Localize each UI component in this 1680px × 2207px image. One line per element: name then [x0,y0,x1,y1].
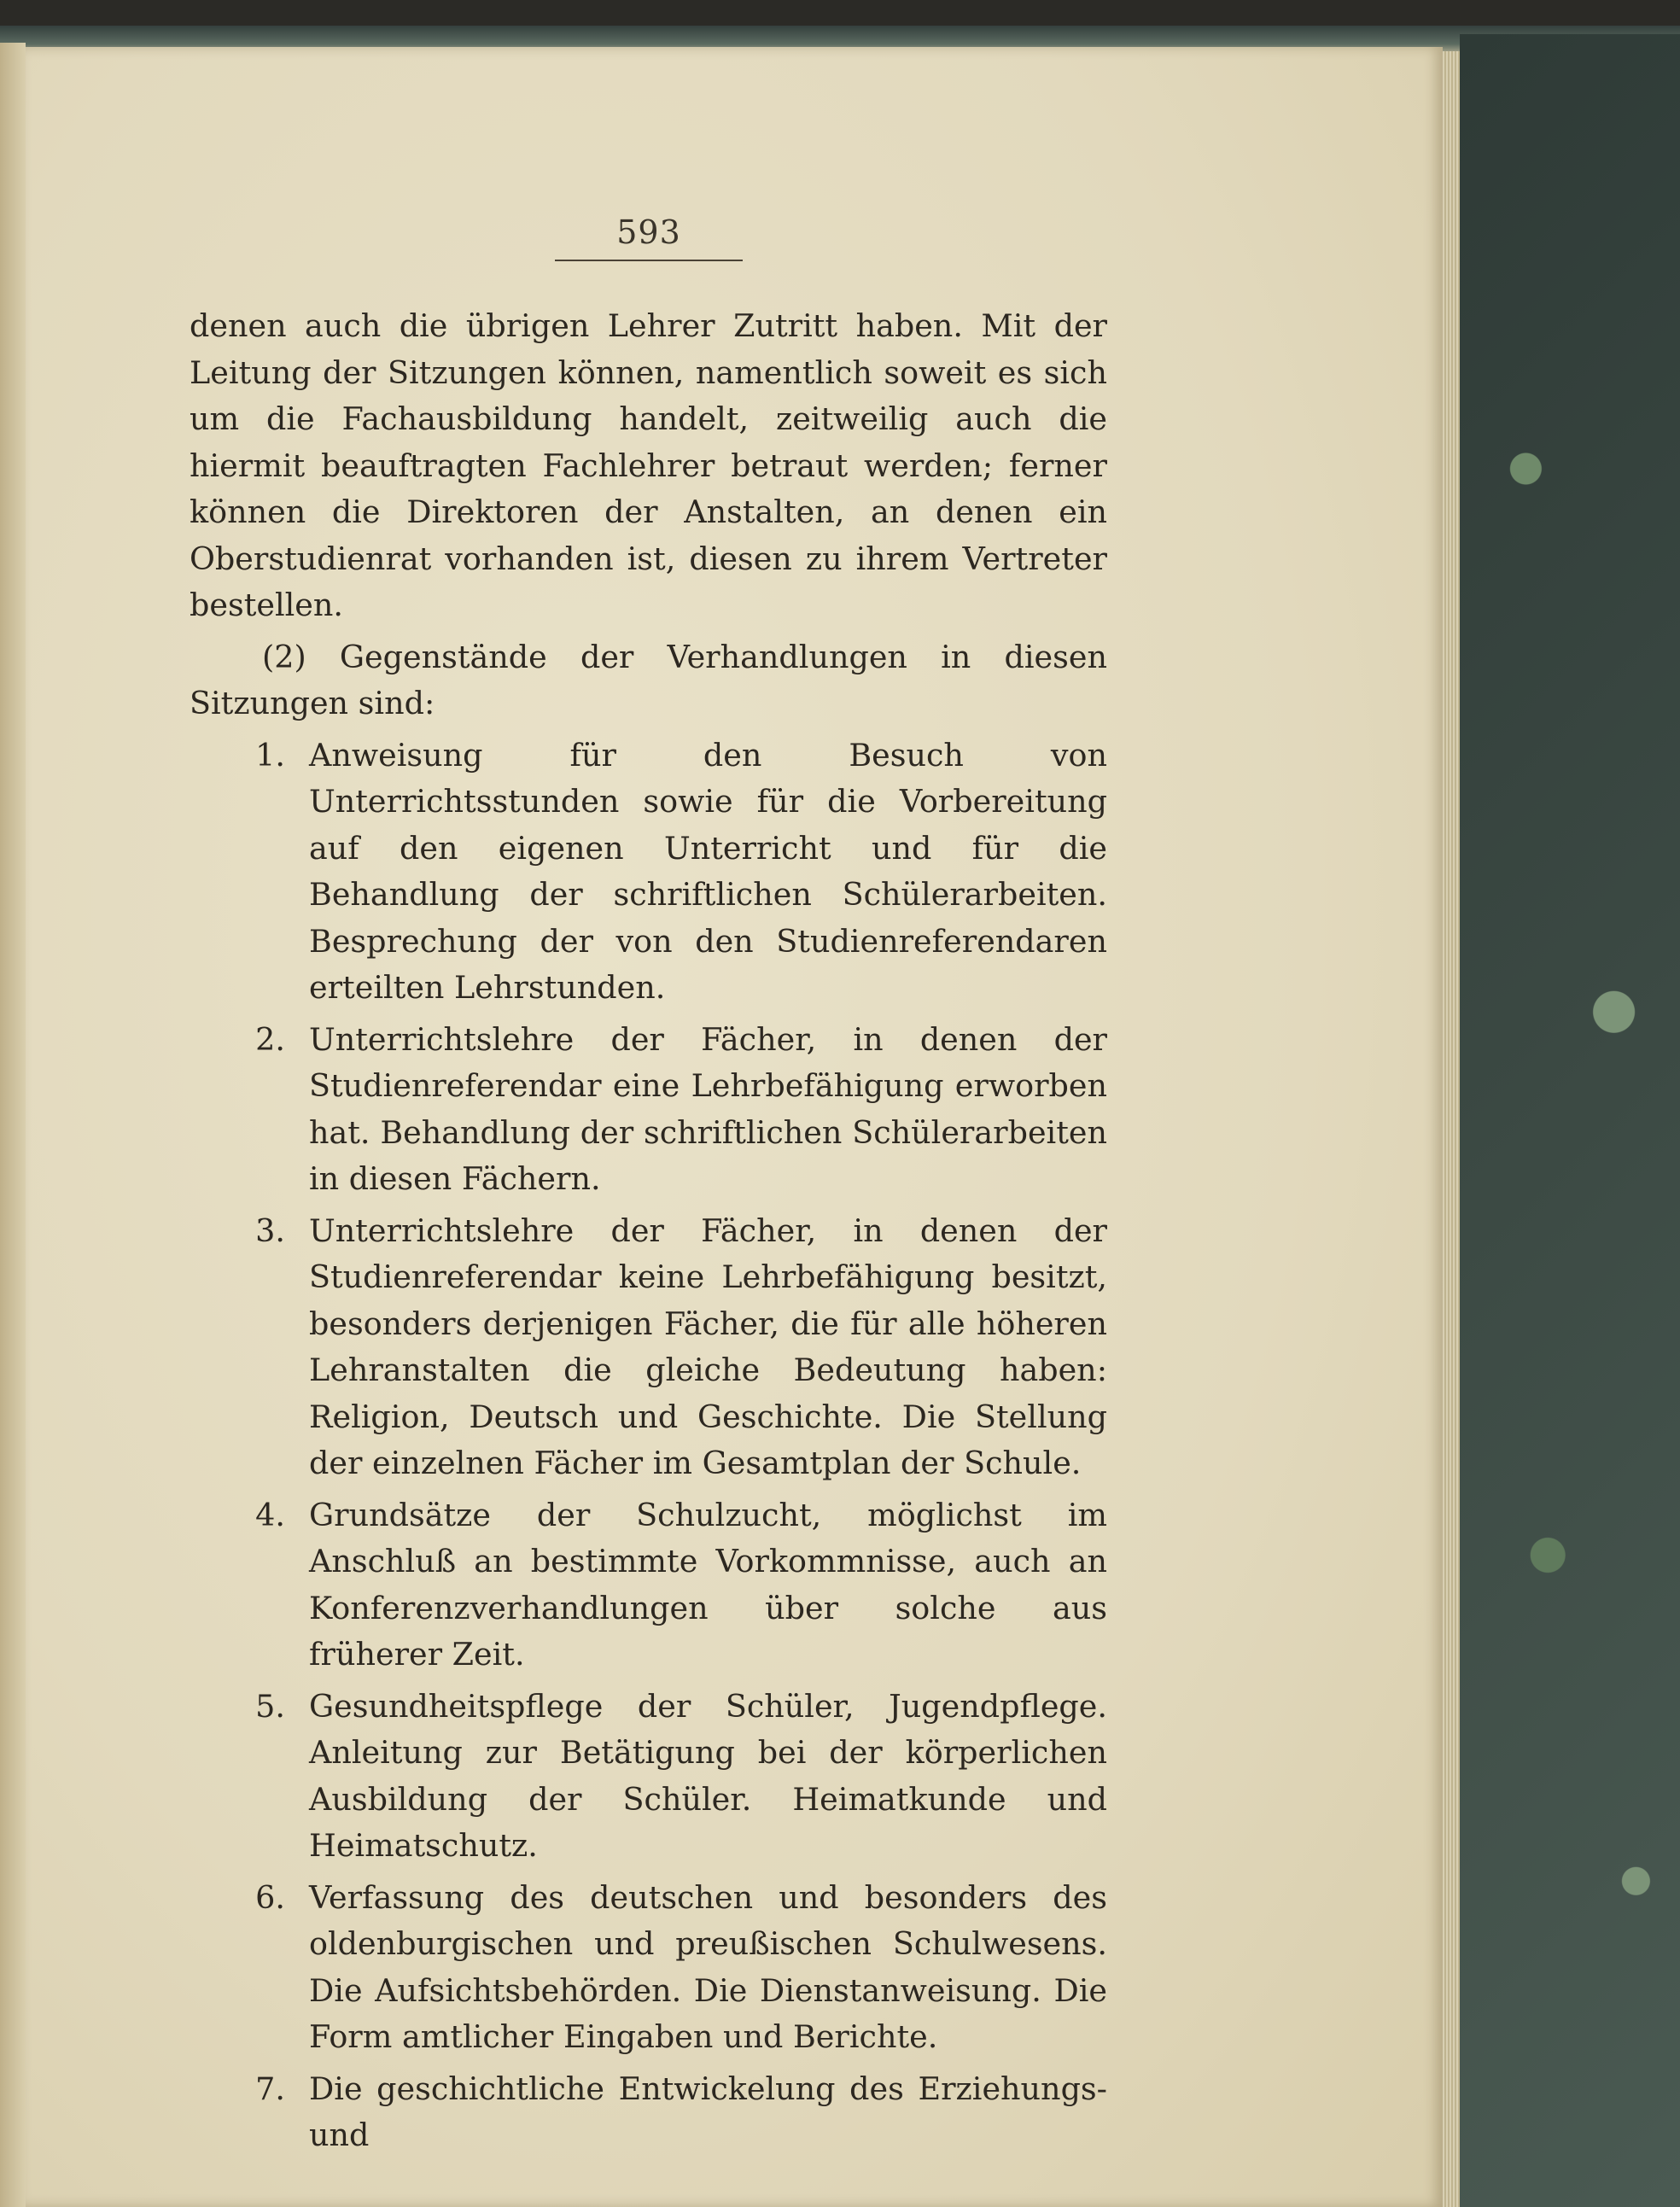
item-text: Anweisung für den Besuch von Unterrichtsstunden sowie für die Vorbereitung auf den eigenen Unterricht und für die Behandlung der schriftlichen Schülerarbeiten. Besprechung der von den Studienreferendaren erteilten Lehrstunden. [309,736,1107,1006]
item-text: Verfassung des deutschen und besonders des oldenburgischen und preußischen Schulwesens. Die Aufsichtsbehörden. Die Dienstanweisung. Die Form amtlicher Eingaben und Berichte. [309,1878,1107,2055]
item-number: 5. [255,1687,285,1725]
item-text: Gesundheitspflege der Schüler, Jugendpflege. Anleitung zur Betätigung bei der körperlichen Ausbildung der Schüler. Heimatkunde und Heimatschutz. [309,1687,1107,1864]
opening-paragraph: denen auch die übrigen Lehrer Zutritt haben. Mit der Leitung der Sitzungen können, namentlich soweit es sich um die Fachausbildung handelt, zeitweilig auch die hiermit beauftragten Fachlehrer betraut werden; ferner können die Direktoren der Anstalten, an denen ein Oberstudienrat vorhanden ist, diesen zu ihrem Vertreter bestellen. [190,307,1107,623]
item-number: 2. [255,1020,285,1058]
item-number: 3. [255,1212,285,1249]
section-paragraph: (2) Gegenstände der Verhandlungen in diesen Sitzungen sind: [190,638,1107,721]
item-text: Unterrichtslehre der Fächer, in denen der Studienreferendar eine Lehrbefähigung erworben hat. Behandlung der schriftlichen Schülerarbeiten in diesen Fächern. [309,1020,1107,1197]
marbled-cover-board [1460,34,1680,2207]
list-item [190,1875,1107,2061]
item-text: Grundsätze der Schulzucht, möglichst im Anschluß an bestimmte Vorkommnisse, auch an Konferenzverhandlungen über solche aus früherer Zeit. [309,1496,1107,1673]
list-item [190,1017,1107,1203]
facing-page-edge [0,43,26,2207]
item-number: 4. [255,1496,285,1533]
list-item [190,733,1107,1012]
page-stack-edges [1443,51,1460,2207]
item-number: 7. [255,2070,285,2107]
header-rule [555,260,743,261]
list-item [190,1208,1107,1487]
page-text [190,303,1107,2159]
page-number: 593 [616,213,681,251]
page-header [555,213,743,261]
list-item [190,1492,1107,1679]
list-item [190,2066,1107,2159]
item-text: Unterrichtslehre der Fächer, in denen der Studienreferendar keine Lehrbefähigung besitzt, besonders derjenigen Fächer, die für alle höheren Lehranstalten die gleiche Bedeutung haben: Religion, Deutsch und Geschichte. Die Stellung der einzelnen Fächer im Gesamtplan der Schule. [309,1212,1107,1481]
item-number: 6. [255,1878,285,1916]
item-number: 1. [255,736,285,774]
item-text: Die geschichtliche Entwickelung des Erziehungs- und [309,2070,1107,2153]
list-item [190,1684,1107,1870]
